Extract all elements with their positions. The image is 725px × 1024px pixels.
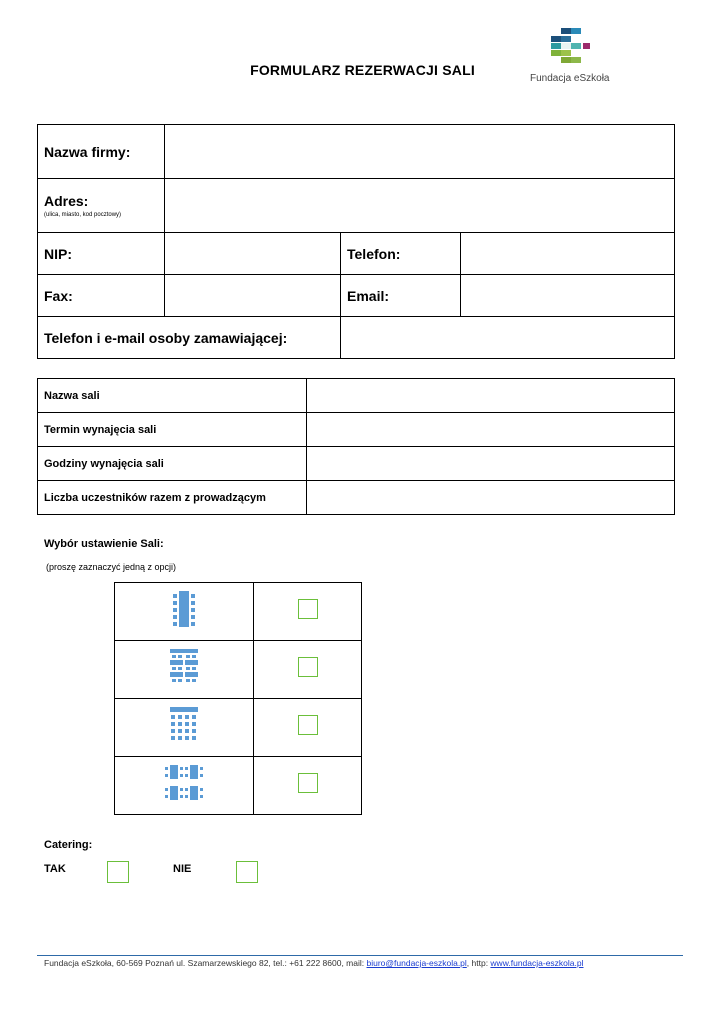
footer-address: Fundacja eSzkoła, 60-569 Poznań ul. Szamarzewskiego 82, tel.: +61 222 8600, mail: [44,958,367,968]
layout-option-icon-cell [115,583,254,641]
participants-count-field[interactable] [307,481,675,515]
phone-label: Telefon: [341,233,461,275]
catering-yes-label: TAK [44,863,66,875]
classroom-layout-icon [168,648,200,686]
nip-label: NIP: [38,233,165,275]
catering-no-label: NIE [173,863,192,875]
logo-text: Fundacja eSzkoła [530,73,610,84]
rental-hours-field[interactable] [307,447,675,481]
room-name-label: Nazwa sali [38,379,307,413]
layout-option-checkbox-cell [254,699,362,757]
company-name-label: Nazwa firmy: [38,125,165,179]
layout-option-checkbox-cell [254,583,362,641]
layout-option-icon-cell [115,699,254,757]
catering-title: Catering: [44,839,93,851]
layout-boardroom-checkbox[interactable] [298,599,318,619]
room-layout-table [114,582,362,815]
layout-section-hint: (proszę zaznaczyć jedną z opcji) [46,562,177,572]
footer-http-label: , http: [466,958,491,968]
orderer-contact-label: Telefon i e-mail osoby zamawiającej: [38,317,341,359]
company-details-table [37,124,675,359]
catering-no-checkbox[interactable] [236,861,258,883]
theatre-layout-icon [168,706,200,744]
layout-islands-checkbox[interactable] [298,773,318,793]
address-label: Adres: [44,193,89,209]
layout-option-icon-cell [115,641,254,699]
address-field[interactable] [165,179,675,233]
rental-date-field[interactable] [307,413,675,447]
email-field[interactable] [461,275,675,317]
islands-layout-icon [164,763,204,803]
footer [44,958,584,968]
address-hint: (ulica, miasto, kod pocztowy) [44,212,122,218]
catering-yes-checkbox[interactable] [107,861,129,883]
layout-classroom-checkbox[interactable] [298,657,318,677]
layout-option-checkbox-cell [254,641,362,699]
phone-field[interactable] [461,233,675,275]
footer-divider [37,955,683,956]
layout-theatre-checkbox[interactable] [298,715,318,735]
orderer-contact-field[interactable] [341,317,675,359]
nip-field[interactable] [165,233,341,275]
email-label: Email: [341,275,461,317]
address-label-cell [38,179,165,233]
footer-email-link[interactable]: biuro@fundacja-eszkola.pl [366,958,467,968]
layout-section-title: Wybór ustawienie Sali: [44,538,164,550]
footer-web-link[interactable]: www.fundacja-eszkola.pl [490,958,584,968]
participants-count-label: Liczba uczestników razem z prowadzącym [38,481,307,515]
fax-label: Fax: [38,275,165,317]
rental-hours-label: Godziny wynajęcia sali [38,447,307,481]
fax-field[interactable] [165,275,341,317]
room-name-field[interactable] [307,379,675,413]
room-details-table [37,378,675,515]
layout-option-checkbox-cell [254,757,362,815]
eszkola-logo-icon [530,28,620,74]
layout-option-icon-cell [115,757,254,815]
form-title: FORMULARZ REZERWACJI SALI [250,62,475,78]
company-name-field[interactable] [165,125,675,179]
rental-date-label: Termin wynajęcia sali [38,413,307,447]
boardroom-layout-icon [168,589,200,629]
